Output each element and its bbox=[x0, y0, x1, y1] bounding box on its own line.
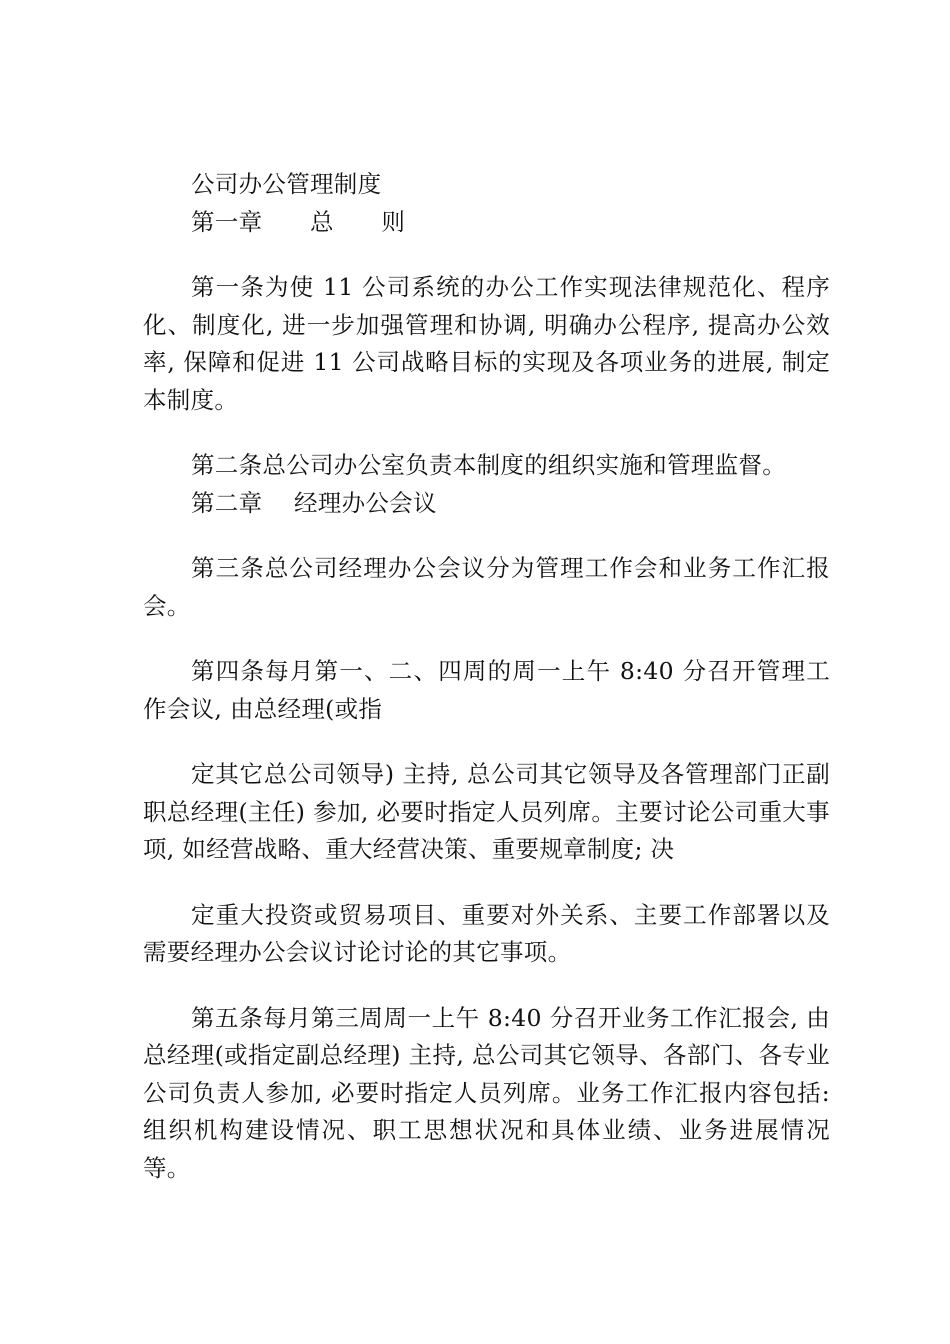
article-2: 第二条总公司办公室负责本制度的组织实施和管理监督。 bbox=[191, 451, 786, 479]
document-title: 公司办公管理制度 bbox=[191, 170, 382, 198]
article-3: 第三条总公司经理办公会议分为管理工作会和业务工作汇报会。 bbox=[143, 554, 830, 620]
article-1: 第一条为使 11 公司系统的办公工作实现法律规范化、程序化、制度化, 进一步加强管理和协调, 明确办公程序, 提高办公效率, 保障和促进 11 公司战略目标的实现及各项业务的进展, 制定本制度。 bbox=[143, 273, 830, 414]
article-4-part-1: 第四条每月第一、二、四周的周一上午 8:40 分召开管理工作会议, 由总经理(或指 bbox=[143, 657, 830, 723]
document-body bbox=[143, 166, 830, 1187]
chapter-1-heading: 第一章 总 则 bbox=[191, 207, 406, 236]
article-4-part-2: 定其它总公司领导) 主持, 总公司其它领导及各管理部门正副职总经理(主任) 参加, 必要时指定人员列席。主要讨论公司重大事项, 如经营战略、重大经营决策、重要规章制度; 决 bbox=[143, 760, 830, 863]
article-5: 第五条每月第三周周一上午 8:40 分召开业务工作汇报会, 由总经理(或指定副总经理) 主持, 总公司其它领导、各部门、各专业公司负责人参加, 必要时指定人员列席。业务工作汇报内容包括: 组织机构建设情况、职工思想状况和具体业绩、业务进展情况等。 bbox=[143, 1003, 830, 1182]
article-4-part-3: 定重大投资或贸易项目、重要对外关系、主要工作部署以及需要经理办公会议讨论讨论的其它事项。 bbox=[143, 900, 830, 966]
chapter-2-heading: 第二章 经理办公会议 bbox=[191, 488, 437, 517]
